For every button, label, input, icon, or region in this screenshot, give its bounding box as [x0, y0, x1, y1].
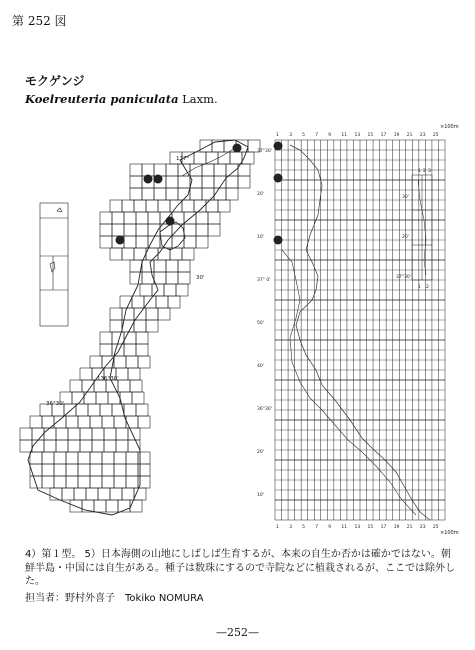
- grid-top-numbers: [276, 132, 439, 138]
- grid-cell: [118, 380, 130, 392]
- grid-latitude-label: 10': [257, 493, 264, 498]
- grid-cell: [184, 236, 196, 248]
- grid-cell: [30, 416, 42, 428]
- grid-cell: [166, 188, 178, 200]
- occurrence-dot: [274, 236, 283, 245]
- grid-cell: [136, 224, 148, 236]
- grid-latitude-label: 20': [257, 450, 264, 455]
- grid-cell: [124, 344, 136, 356]
- grid-cell: [238, 176, 250, 188]
- longitude-label: 137°: [176, 156, 190, 162]
- grid-cell: [208, 212, 220, 224]
- grid-cell: [142, 188, 154, 200]
- page-number: —252—: [216, 626, 259, 639]
- grid-tick-label: 17: [380, 133, 387, 138]
- grid-cell: [202, 164, 214, 176]
- grid-unit-label: ×100m: [440, 530, 459, 536]
- grid-latitude-label: 10': [257, 235, 264, 240]
- grid-tick-label: 11: [341, 525, 348, 530]
- grid-cell: [154, 272, 166, 284]
- grid-tick-label: 7: [315, 525, 319, 530]
- grid-cell: [218, 200, 230, 212]
- grid-cell: [182, 248, 194, 260]
- grid-cell: [122, 308, 134, 320]
- longitude-label: 136°30': [97, 376, 119, 382]
- grid-cell: [54, 452, 66, 464]
- grid-cell: [184, 224, 196, 236]
- grid-cell: [170, 200, 182, 212]
- grid-cell: [80, 428, 92, 440]
- grid-cell: [90, 356, 102, 368]
- grid-latitude-label: 37°30': [257, 149, 272, 154]
- grid-cell: [140, 284, 152, 296]
- grid-tick-label: 15: [367, 525, 374, 530]
- grid-cell: [136, 404, 148, 416]
- grid-cell: [116, 440, 128, 452]
- grid-cell: [116, 428, 128, 440]
- grid-cell: [130, 500, 142, 512]
- grid-cell: [104, 440, 116, 452]
- grid-cell: [230, 152, 242, 164]
- grid-cell: [130, 188, 142, 200]
- occurrence-dot: [274, 174, 283, 183]
- grid-cell: [158, 200, 170, 212]
- grid-tick-label: 3: [289, 525, 292, 530]
- grid-cell: [96, 392, 108, 404]
- inset-label: 37°30': [396, 275, 411, 280]
- grid-cell: [78, 464, 90, 476]
- grid-cell: [166, 164, 178, 176]
- grid-cell: [130, 176, 142, 188]
- grid-cell: [178, 260, 190, 272]
- grid-cell: [110, 320, 122, 332]
- grid-tick-label: 17: [380, 525, 387, 530]
- inset-label: 1: [418, 285, 421, 290]
- grid-cell: [88, 404, 100, 416]
- grid-cell: [72, 392, 84, 404]
- grid-tick-label: 13: [354, 133, 361, 138]
- grid-cell: [66, 452, 78, 464]
- grid-cell: [66, 416, 78, 428]
- grid-cell: [124, 404, 136, 416]
- grid-cell: [110, 308, 122, 320]
- grid-cell: [142, 164, 154, 176]
- grid-cell: [114, 464, 126, 476]
- grid-cell: [226, 188, 238, 200]
- grid-cell: [122, 488, 134, 500]
- grid-cell: [226, 176, 238, 188]
- grid-cell: [170, 248, 182, 260]
- grid-cell: [132, 296, 144, 308]
- grid-cell: [100, 404, 112, 416]
- grid-cell: [44, 428, 56, 440]
- grid-cell: [122, 200, 134, 212]
- grid-cell: [62, 488, 74, 500]
- grid-cell: [68, 440, 80, 452]
- grid-cell: [156, 296, 168, 308]
- grid-cell: [124, 236, 136, 248]
- grid-cell: [136, 212, 148, 224]
- grid-cell: [196, 236, 208, 248]
- grid-cell: [90, 464, 102, 476]
- grid-cell: [114, 452, 126, 464]
- grid-tick-label: 15: [367, 133, 374, 138]
- inset-label: 30': [402, 195, 409, 200]
- grid-tick-label: 1: [276, 525, 279, 530]
- coastline-trace-inner: [282, 250, 416, 515]
- grid-cell: [68, 428, 80, 440]
- grid-cell: [166, 272, 178, 284]
- grid-tick-label: 5: [302, 133, 306, 138]
- grid-cell: [102, 464, 114, 476]
- grid-cell: [134, 320, 146, 332]
- grid-latitude-label: 50': [257, 321, 264, 326]
- inset-label: 3: [428, 169, 431, 174]
- grid-cell: [134, 200, 146, 212]
- grid-cell: [104, 428, 116, 440]
- occurrence-dot: [144, 175, 153, 184]
- grid-cell: [136, 236, 148, 248]
- grid-cell: [136, 332, 148, 344]
- occurrence-dot: [116, 236, 125, 245]
- grid-cell: [102, 476, 114, 488]
- grid-cell: [122, 248, 134, 260]
- grid-cell: [154, 188, 166, 200]
- grid-tick-label: 19: [393, 133, 400, 138]
- species-authority: Laxm.: [182, 92, 218, 106]
- occurrence-dot: [274, 142, 283, 151]
- grid-cell: [78, 452, 90, 464]
- grid-cell: [208, 224, 220, 236]
- grid-cell: [56, 440, 68, 452]
- grid-cell: [112, 344, 124, 356]
- grid-cell: [90, 476, 102, 488]
- grid-tick-label: 13: [354, 525, 361, 530]
- grid-cell: [90, 452, 102, 464]
- grid-cell: [114, 416, 126, 428]
- grid-cell: [196, 212, 208, 224]
- grid-cell: [112, 212, 124, 224]
- grid-cell: [214, 164, 226, 176]
- grid-cell: [126, 464, 138, 476]
- grid-cell: [158, 248, 170, 260]
- longitude-label: 30': [196, 275, 205, 281]
- grid-cell: [54, 416, 66, 428]
- inset-label: 1: [418, 169, 421, 174]
- inset-label: 2: [423, 169, 426, 174]
- grid-cell: [32, 440, 44, 452]
- grid-cell: [196, 224, 208, 236]
- mini-inset: [412, 175, 432, 280]
- occurrence-dot: [233, 144, 242, 153]
- grid-cell: [20, 440, 32, 452]
- grid-cell: [146, 200, 158, 212]
- grid-cell: [128, 368, 140, 380]
- grid-cell: [106, 500, 118, 512]
- grid-cell: [126, 476, 138, 488]
- grid-cell: [100, 236, 112, 248]
- grid-tick-label: 23: [419, 133, 426, 138]
- grid-tick-label: 9: [328, 525, 332, 530]
- grid-cell: [86, 488, 98, 500]
- grid-cell: [130, 380, 142, 392]
- grid-tick-label: 3: [289, 133, 292, 138]
- grid-cell: [112, 224, 124, 236]
- grid-cell: [202, 176, 214, 188]
- grid-cell: [20, 428, 32, 440]
- species-japanese-name: モクゲンジ: [25, 74, 85, 88]
- grid-latitude-label: 20': [257, 192, 264, 197]
- grid-cell: [102, 416, 114, 428]
- island-inset: [40, 203, 68, 326]
- grid-tick-label: 5: [302, 525, 306, 530]
- grid-cell: [100, 332, 112, 344]
- grid-cell: [178, 272, 190, 284]
- grid-cell: [142, 260, 154, 272]
- grid-cell: [78, 416, 90, 428]
- grid-cell: [110, 488, 122, 500]
- author-credit: 担当者：野村外喜子 Tokiko NOMURA: [25, 593, 204, 604]
- grid-cell: [124, 224, 136, 236]
- grid-tick-label: 7: [315, 133, 319, 138]
- grid-cell: [92, 428, 104, 440]
- grid-tick-label: 1: [276, 133, 279, 138]
- grid-cell: [74, 488, 86, 500]
- grid-cell: [190, 188, 202, 200]
- occurrence-dot: [154, 175, 163, 184]
- grid-cell: [110, 200, 122, 212]
- grid-cell: [124, 212, 136, 224]
- grid-cell: [76, 404, 88, 416]
- grid-cell: [176, 284, 188, 296]
- grid-cell: [80, 368, 92, 380]
- grid-cell: [78, 476, 90, 488]
- grid-cell: [126, 452, 138, 464]
- grid-cell: [114, 476, 126, 488]
- grid-cell: [80, 440, 92, 452]
- grid-cell: [100, 344, 112, 356]
- grid-cell: [154, 164, 166, 176]
- grid-tick-label: 21: [406, 525, 413, 530]
- grid-cell: [218, 152, 230, 164]
- grid-cell: [166, 176, 178, 188]
- grid-cell: [136, 344, 148, 356]
- grid-cell: [42, 452, 54, 464]
- species-binomial: Koelreuteria paniculata: [25, 92, 179, 106]
- grid-cell: [30, 476, 42, 488]
- grid-cell: [120, 392, 132, 404]
- grid-cell: [66, 476, 78, 488]
- grid-cell: [138, 416, 150, 428]
- grid-cell: [42, 476, 54, 488]
- grid-cell: [54, 476, 66, 488]
- grid-cell: [154, 260, 166, 272]
- grid-tick-label: 21: [406, 133, 413, 138]
- grid-cell: [194, 152, 206, 164]
- grid-tick-label: 11: [341, 133, 348, 138]
- grid-cell: [56, 428, 68, 440]
- figure-label: 第 252 図: [12, 14, 67, 28]
- grid-cell: [200, 140, 212, 152]
- grid-cell: [126, 356, 138, 368]
- grid-cell: [126, 416, 138, 428]
- grid-cell: [164, 284, 176, 296]
- grid-latitude-label: 40': [257, 364, 264, 369]
- occurrence-dot: [166, 217, 175, 226]
- grid-cell: [100, 224, 112, 236]
- grid-tick-label: 25: [432, 133, 439, 138]
- inset-label: 20': [402, 235, 409, 240]
- grid-cell: [114, 356, 126, 368]
- grid-cell: [92, 440, 104, 452]
- grid-cell: [32, 428, 44, 440]
- grid-tick-label: 25: [432, 525, 439, 530]
- grid-cell: [90, 416, 102, 428]
- grid-cell: [206, 152, 218, 164]
- grid-latitude-label: 36°30': [257, 407, 272, 412]
- grid-latitude-labels: [257, 148, 272, 498]
- grid-cell: [100, 212, 112, 224]
- grid-cell: [44, 440, 56, 452]
- grid-tick-label: 19: [393, 525, 400, 530]
- grid-cell: [178, 176, 190, 188]
- grid-cell: [42, 464, 54, 476]
- grid-cell: [168, 296, 180, 308]
- grid-cell: [182, 200, 194, 212]
- grid-cell: [130, 164, 142, 176]
- grid-cell: [138, 356, 150, 368]
- grid-cell: [102, 452, 114, 464]
- grid-cell: [148, 212, 160, 224]
- grid-cell: [66, 464, 78, 476]
- latitude-label: 36°30': [46, 401, 65, 407]
- grid-cell: [132, 392, 144, 404]
- grid-cell: [110, 248, 122, 260]
- grid-latitude-label: 37° 0': [257, 278, 271, 283]
- grid-cell: [146, 320, 158, 332]
- grid-cell: [166, 260, 178, 272]
- grid-unit-label: ×100m: [440, 124, 459, 130]
- grid-tick-label: 23: [419, 525, 426, 530]
- grid-tick-label: 9: [328, 133, 332, 138]
- grid-cell: [146, 308, 158, 320]
- grid-bottom-numbers: [276, 524, 439, 530]
- species-note: 4）第１型。 5）日本海側の山地にしばしば生育するが、本来の自生か否かは確かではない。朝鮮半島・中国には自生がある。種子は数珠にするので寺院などに植栽されるが、ここでは除外した。: [25, 549, 455, 587]
- grid-cell: [54, 464, 66, 476]
- grid-cell: [30, 452, 42, 464]
- grid-cell: [98, 488, 110, 500]
- inset-label: 2: [426, 285, 429, 290]
- grid-cell: [94, 500, 106, 512]
- grid-cell: [158, 308, 170, 320]
- grid-cell: [70, 380, 82, 392]
